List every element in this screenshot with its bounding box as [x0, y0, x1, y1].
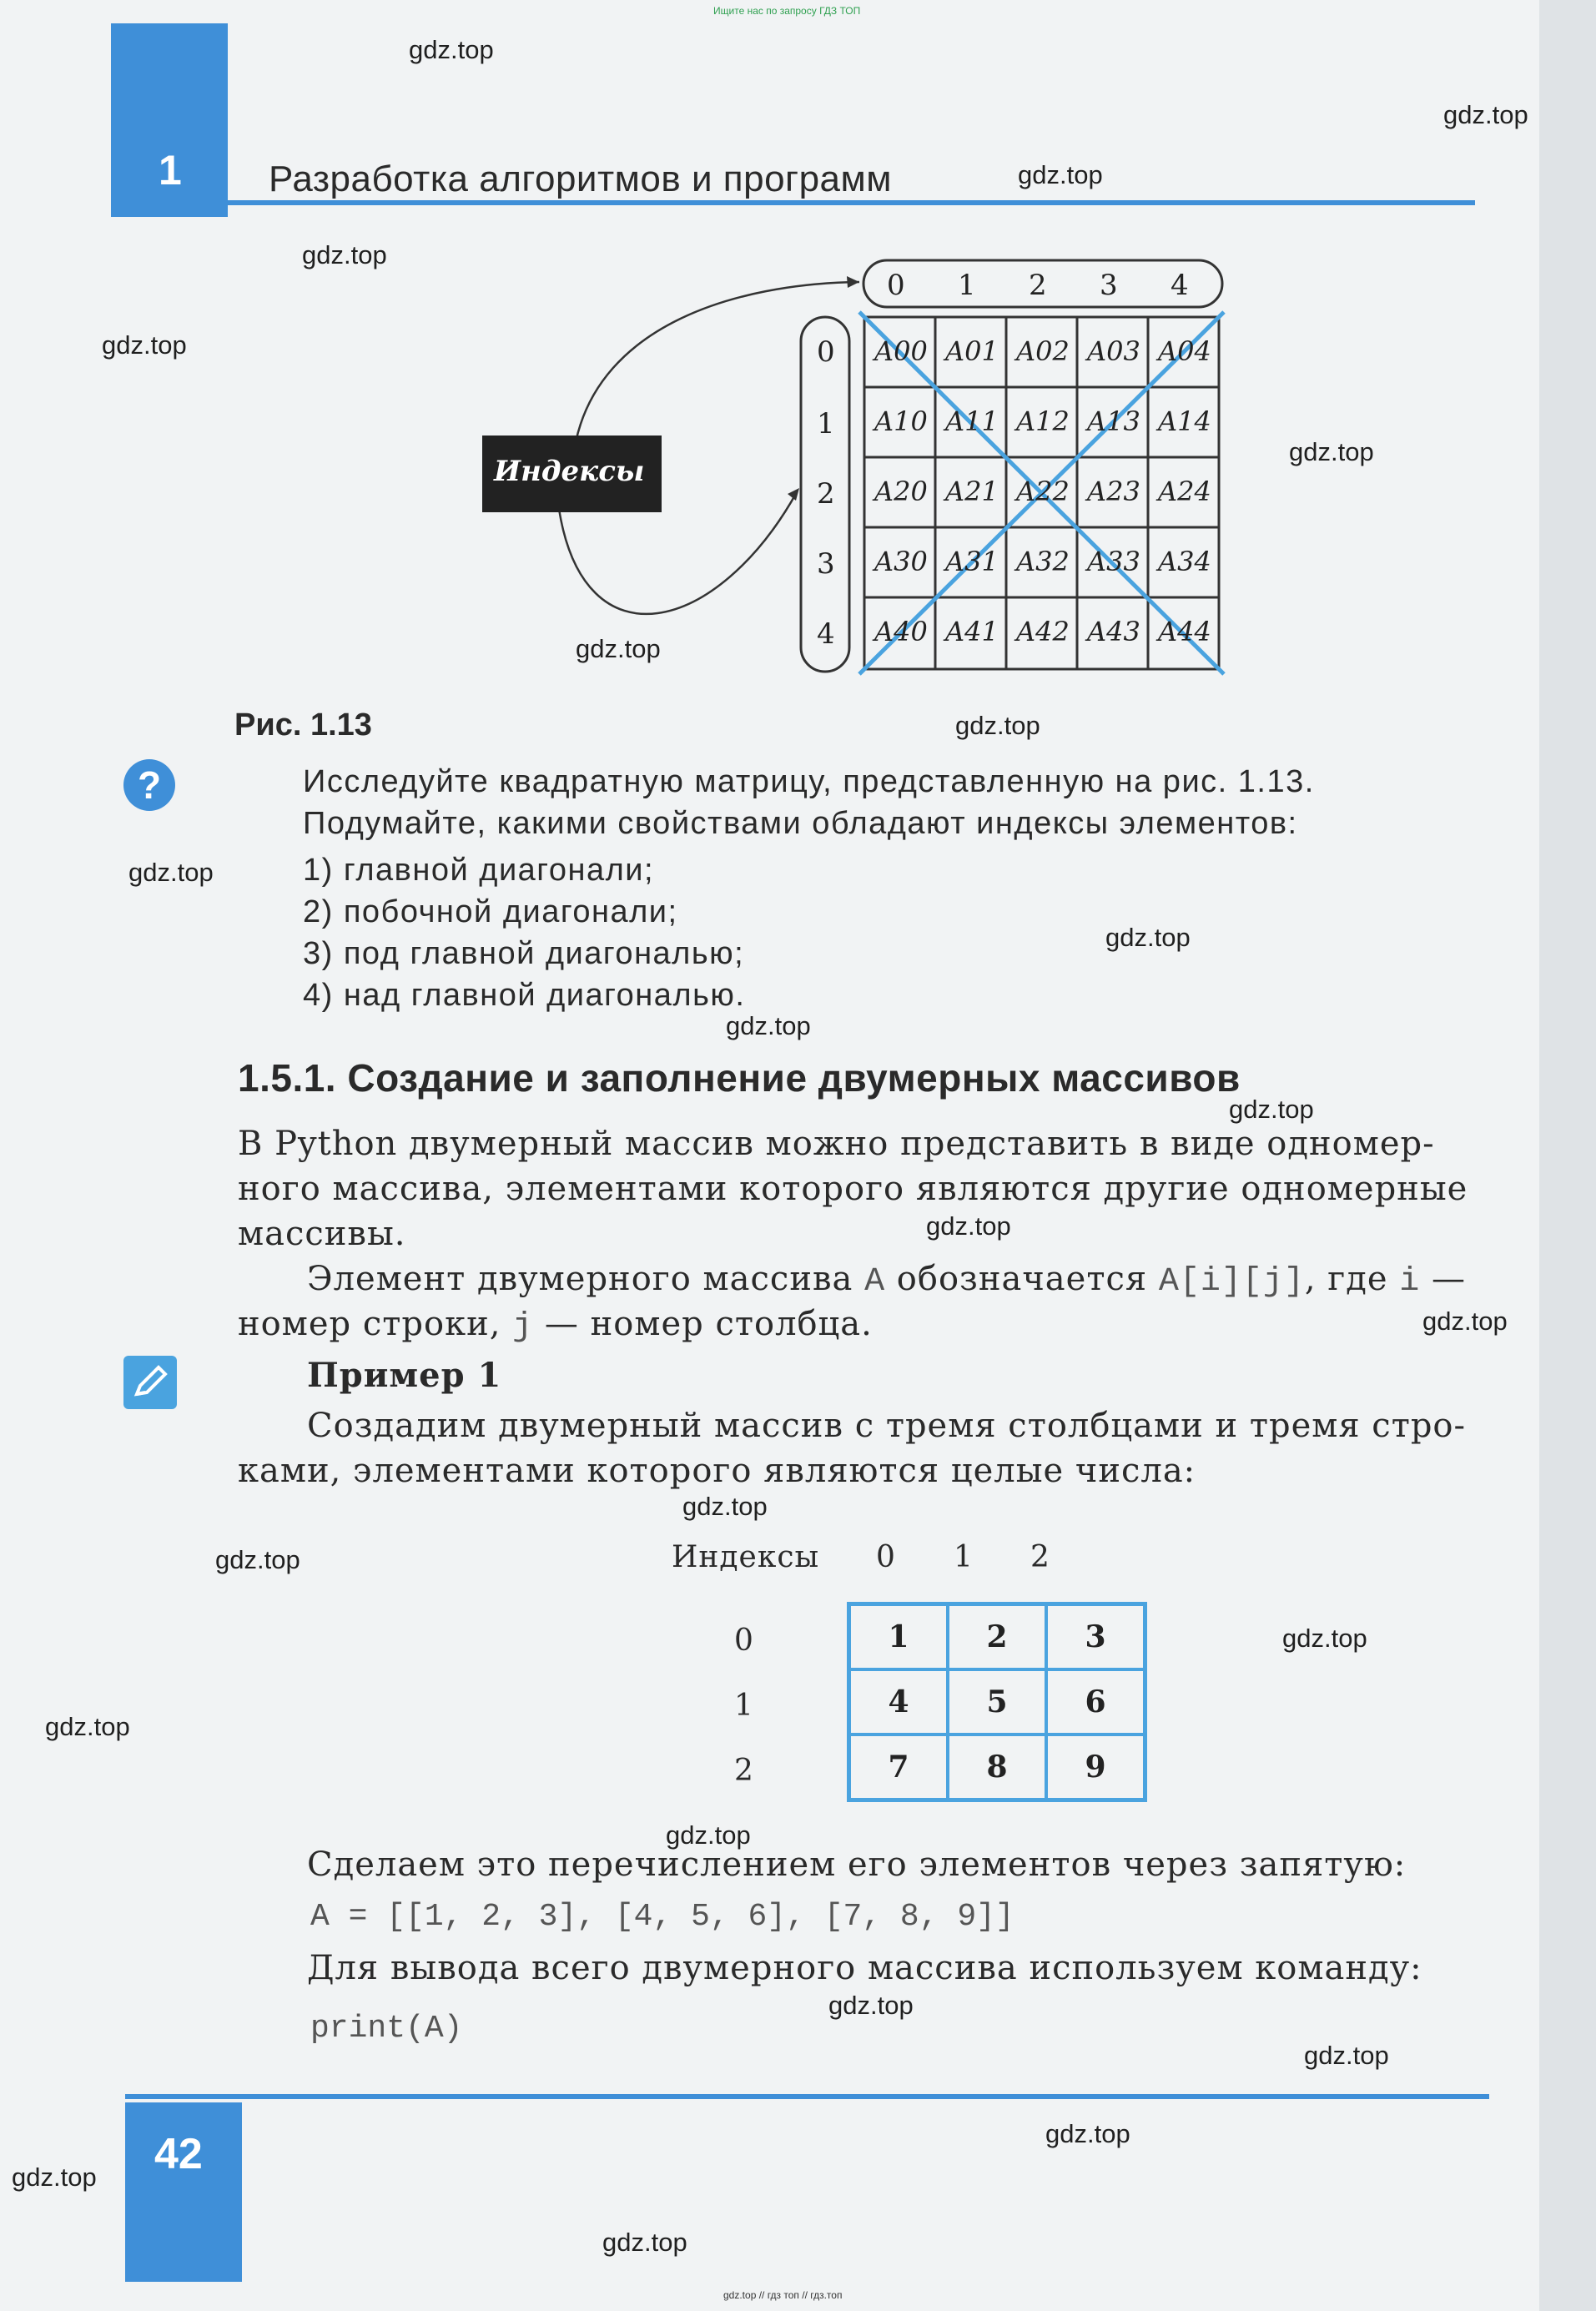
- watermark: gdz.top: [576, 634, 661, 663]
- matrix-cell: A03: [1087, 335, 1140, 367]
- watermark: gdz.top: [682, 1492, 768, 1521]
- matrix-cell: A24: [1158, 476, 1211, 507]
- bottom-note: gdz.top // гдз топ // гдз.топ: [723, 2289, 843, 2301]
- table-cell: 3: [1046, 1604, 1145, 1669]
- table-cell: 6: [1046, 1669, 1145, 1735]
- watermark: gdz.top: [1422, 1307, 1508, 1336]
- question-item: 2) побочной диагонали;: [303, 894, 678, 929]
- question-line-1: Исследуйте квадратную матрицу, представленную на рис. 1.13.: [303, 764, 1315, 799]
- index-label: Индексы: [494, 455, 645, 488]
- watermark: gdz.top: [666, 1820, 751, 1850]
- matrix-cell: A42: [1016, 616, 1070, 647]
- matrix-cell: A01: [945, 335, 999, 367]
- chapter-number: 1: [159, 147, 182, 194]
- header-rule: [111, 200, 1475, 205]
- example-title: Пример 1: [307, 1356, 502, 1395]
- watermark: gdz.top: [1229, 1095, 1314, 1124]
- table-cell: 9: [1046, 1735, 1145, 1800]
- example-line: ками, элементами которого являются целые числа:: [238, 1452, 1196, 1490]
- page-edge: [1539, 0, 1596, 2311]
- question-item: 4) над главной диагональю.: [303, 978, 746, 1013]
- matrix-cell: A34: [1158, 546, 1211, 577]
- watermark: gdz.top: [12, 2162, 97, 2192]
- matrix-cell: A22: [1016, 476, 1070, 507]
- table-col-index: 1: [954, 1540, 974, 1574]
- example-line: Сделаем это перечислением его элементов через запятую:: [307, 1845, 1407, 1884]
- chapter-title: Разработка алгоритмов и программ: [269, 159, 893, 199]
- top-note: Ищите нас по запросу ГДЗ ТОП: [713, 5, 861, 17]
- paragraph-line: ного массива, элементами которого являются другие одномерные: [238, 1170, 1468, 1208]
- question-item: 1) главной диагонали;: [303, 853, 655, 888]
- watermark: gdz.top: [926, 1211, 1011, 1241]
- matrix-cell: A13: [1087, 405, 1140, 437]
- pencil-icon: [123, 1356, 177, 1409]
- watermark: gdz.top: [45, 1712, 130, 1741]
- matrix-cell: A33: [1087, 546, 1140, 577]
- code-line: A = [[1, 2, 3], [4, 5, 6], [7, 8, 9]]: [310, 1899, 1014, 1935]
- paragraph-line: массивы.: [238, 1215, 406, 1253]
- table-row-index: 1: [734, 1689, 754, 1723]
- watermark: gdz.top: [215, 1545, 300, 1574]
- matrix-cell: A21: [945, 476, 999, 507]
- paragraph-line: Элемент двумерного массива A обозначается A[i][j], где i —: [307, 1260, 1466, 1301]
- matrix-cell: A00: [874, 335, 928, 367]
- watermark: gdz.top: [1018, 160, 1103, 189]
- watermark: gdz.top: [955, 711, 1040, 740]
- matrix-cell: A02: [1016, 335, 1070, 367]
- question-line-2: Подумайте, какими свойствами обладают индексы элементов:: [303, 806, 1298, 841]
- watermark: gdz.top: [1289, 437, 1374, 466]
- matrix-cell: A20: [874, 476, 928, 507]
- watermark: gdz.top: [1443, 100, 1528, 129]
- matrix-cell: A23: [1087, 476, 1140, 507]
- matrix-cell: A11: [945, 405, 999, 437]
- watermark: gdz.top: [1282, 1624, 1367, 1653]
- matrix-cell: A43: [1087, 616, 1140, 647]
- footer-rule: [125, 2094, 1489, 2099]
- watermark: gdz.top: [302, 240, 387, 269]
- table-label: Индексы: [672, 1540, 820, 1574]
- watermark: gdz.top: [726, 1011, 811, 1040]
- matrix-cell: A40: [874, 616, 928, 647]
- table-col-index: 0: [876, 1540, 896, 1574]
- row-index: 0: [817, 335, 835, 369]
- matrix-cell: A41: [945, 616, 999, 647]
- watermark: gdz.top: [102, 330, 187, 360]
- table-cell: 8: [948, 1735, 1046, 1800]
- matrix-cell: A12: [1016, 405, 1070, 437]
- paragraph-line: В Python двумерный массив можно представить в виде одномер-: [238, 1125, 1435, 1163]
- question-item: 3) под главной диагональю;: [303, 936, 745, 971]
- example-line: Создадим двумерный массив с тремя столбцами и тремя стро-: [307, 1407, 1467, 1445]
- table-cell: 1: [849, 1604, 948, 1669]
- example-line: Для вывода всего двумерного массива используем команду:: [307, 1949, 1422, 1987]
- page-number: 42: [154, 2130, 203, 2178]
- table-cell: 5: [948, 1669, 1046, 1735]
- col-index: 1: [958, 269, 976, 302]
- row-index: 4: [817, 617, 835, 651]
- col-index: 3: [1100, 269, 1118, 302]
- matrix-cell: A30: [874, 546, 928, 577]
- table-col-index: 2: [1030, 1540, 1050, 1574]
- col-index: 0: [887, 269, 905, 302]
- watermark: gdz.top: [128, 858, 214, 887]
- matrix-cell: A32: [1016, 546, 1070, 577]
- row-index: 3: [817, 547, 835, 581]
- matrix-cell: A10: [874, 405, 928, 437]
- watermark: gdz.top: [1105, 923, 1191, 952]
- watermark: gdz.top: [1045, 2119, 1130, 2148]
- matrix-cell: A14: [1158, 405, 1211, 437]
- section-heading: 1.5.1. Создание и заполнение двумерных массивов: [238, 1056, 1241, 1100]
- matrix-cell: A04: [1158, 335, 1211, 367]
- example-table: [847, 1602, 1147, 1802]
- watermark: gdz.top: [602, 2228, 687, 2257]
- table-cell: 7: [849, 1735, 948, 1800]
- matrix-cell: A44: [1158, 616, 1211, 647]
- matrix-cell: A31: [945, 546, 999, 577]
- table-row-index: 0: [734, 1624, 754, 1658]
- table-cell: 4: [849, 1669, 948, 1735]
- watermark: gdz.top: [409, 35, 494, 64]
- row-index: 2: [817, 477, 835, 511]
- col-index: 2: [1029, 269, 1047, 302]
- watermark: gdz.top: [1304, 2041, 1389, 2070]
- paragraph-line: номер строки, j — номер столбца.: [238, 1305, 873, 1346]
- question-icon: ?: [123, 759, 175, 811]
- table-cell: 2: [948, 1604, 1046, 1669]
- row-index: 1: [817, 407, 835, 441]
- col-index: 4: [1171, 269, 1189, 302]
- code-line: print(A): [310, 2011, 463, 2047]
- table-row-index: 2: [734, 1754, 754, 1788]
- figure-caption: Рис. 1.13: [234, 707, 372, 743]
- watermark: gdz.top: [828, 1991, 914, 2020]
